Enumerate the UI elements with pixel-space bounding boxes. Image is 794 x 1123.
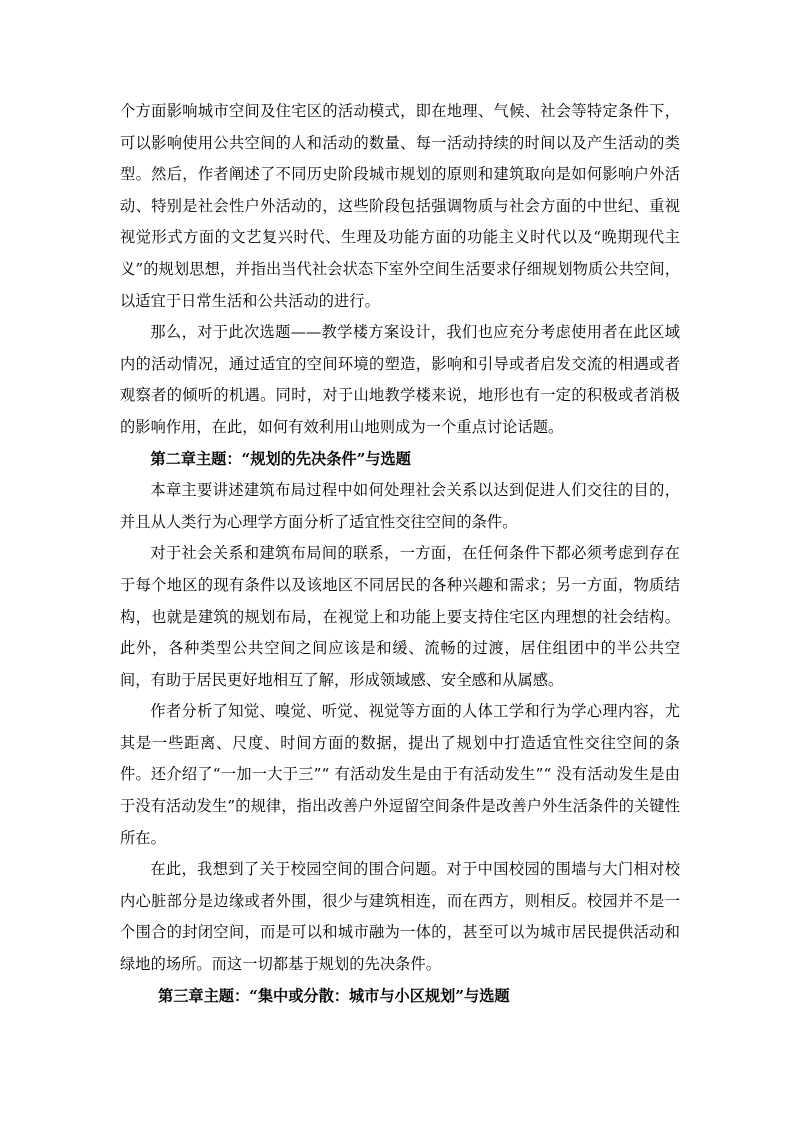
chapter-3-heading: 第三章主题：“集中或分散：城市与小区规划”与选题 xyxy=(158,986,510,1005)
paragraph-chapter-2-intro: 本章主要讲述建筑布局过程中如何处理社会关系以达到促进人们交往的目的，并且从人类行为心理学方面分析了适宜性交往空间的条件。 xyxy=(120,481,680,531)
chapter-2-heading: 第二章主题：“规划的先决条件”与选题 xyxy=(150,449,411,468)
paragraph-social-structure: 对于社会关系和建筑布局间的联系，一方面，在任何条件下都必须考虑到存在于每个地区的现有条件以及该地区不同居民的各种兴趣和需求；另一方面，物质结构，也就是建筑的规划布局，在视觉上和功能上要支持住宅区内理想的社会结构。此外，各种类型公共空间之间应该是和缓、流畅的过渡，居住组团中的半公共空间，有助于居民更好地相互了解，形成领域感、安全感和从属感。 xyxy=(120,544,680,689)
paragraph-campus-enclosure: 在此，我想到了关于校园空间的围合问题。对于中国校园的围墙与大门相对校内心脏部分是边缘或者外围，很少与建筑相连，而在西方，则相反。校园并不是一个围合的封闭空间，而是可以和城市融为一体的，甚至可以为城市居民提供活动和绿地的场所。而这一切都基于规划的先决条件。 xyxy=(120,860,680,974)
paragraph-continuation: 个方面影响城市空间及住宅区的活动模式，即在地理、气候、社会等特定条件下，可以影响使用公共空间的人和活动的数量、每一活动持续的时间以及产生活动的类型。然后，作者阐述了不同历史阶段城市规划的原则和建筑取向是如何影响户外活动、特别是社会性户外活动的，这些阶段包括强调物质与社会方面的中世纪、重视视觉形式方面的文艺复兴时代、生理及功能方面的功能主义时代以及“晚期现代主义”的规划思想，并指出当代社会状态下室外空间生活要求仔细规划物质公共空间，以适宜于日常生活和公共活动的进行。 xyxy=(120,102,680,310)
paragraph-ergonomics: 作者分析了知觉、嗅觉、听觉、视觉等方面的人体工学和行为学心理内容，尤其是一些距离、尺度、时间方面的数据，提出了规划中打造适宜性交往空间的条件。还介绍了“一加一大于三”“ 有活动发生是由于有活动发生”“ 没有活动发生是由于没有活动发生”的规律，指出改善户外逗留空间条件是改善户外生活条件的关键性所在。 xyxy=(120,702,680,847)
paragraph-topic-design: 那么，对于此次选题——教学楼方案设计，我们也应充分考虑使用者在此区域内的活动情况，通过适宜的空间环境的塑造，影响和引导或者启发交流的相遇或者观察者的倾听的机遇。同时，对于山地教学楼来说，地形也有一定的积极或者消极的影响作用，在此，如何有效利用山地则成为一个重点讨论话题。 xyxy=(120,323,680,436)
document-page xyxy=(120,96,680,1012)
